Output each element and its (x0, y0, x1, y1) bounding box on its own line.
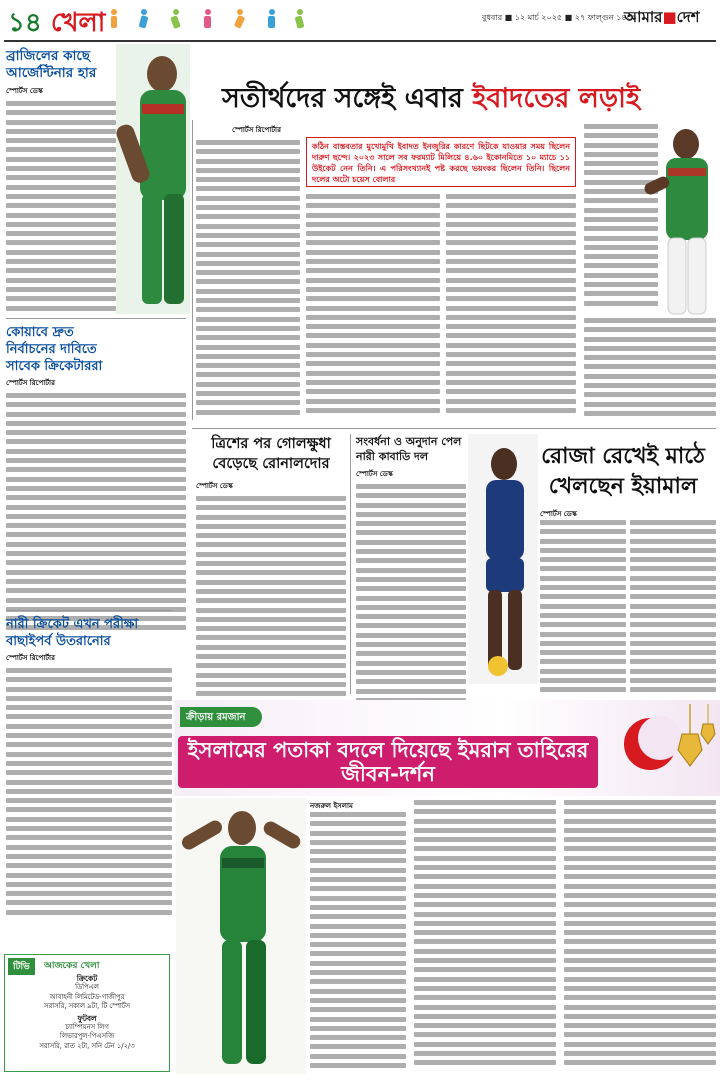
byline: স্পোর্টস ডেস্ক (6, 87, 43, 95)
byline: স্পোর্টস রিপোর্টার (6, 654, 55, 662)
page-number: ১৪ খেলা (8, 8, 106, 38)
lead-byline: স্পোর্টস রিপোর্টার (232, 126, 281, 134)
headline-women-cricket: নারী ক্রিকেট এখন পরীক্ষা বাছাইপর্ব উতরানোর (6, 617, 139, 649)
newspaper-logo: আমার■দেশ (624, 8, 700, 26)
lead-highlight-box: কঠিন বাস্তবতার মুখোমুখি ইবাদত ইনজুরির কারণে ছিটকে যাওয়ার সময় ছিলেন দারুণ ছন্দে। ২০২৩ সালে সব ফরম্যাট মিলিয়ে ৪.৬০ ইকোনমিতে ১০ ম্যাচে ১১ উইকেট নেন তিনি। এ পরিসংখ্যানই পষ্ট করছে ভয়ংকর ছিলেন তিনি। ছিলেন দলের অটো চয়েস বোলার (306, 137, 576, 187)
crescent-lantern-icon (610, 704, 716, 794)
article-body (6, 668, 172, 918)
tv-heading-football: ফুটবল (77, 1013, 97, 1023)
article-body (356, 484, 466, 712)
tv-line: সরাসরি, সকাল ৯টা, টি স্পোর্টস (43, 1002, 131, 1011)
lead-body-col1 (196, 140, 300, 420)
ramadan-body-col1 (310, 812, 406, 1074)
ramadan-tag: ক্রীড়ায় রমজান (180, 707, 262, 727)
lead-body-col3 (446, 194, 576, 422)
headline-coab: কোয়াবে দ্রুত নির্বাচনের দাবিতে সাবেক ক্রিকেটাররা (6, 325, 103, 374)
ramadan-body-col2 (414, 800, 556, 1074)
divider (192, 120, 193, 420)
tv-heading-cricket: ক্রিকেট (76, 974, 98, 983)
tv-line: চ্যাম্পিয়নস লিগ (65, 1023, 109, 1032)
byline: স্পোর্টস ডেস্ক (356, 470, 393, 478)
lead-headline: সতীর্থদের সঙ্গেই এবার ইবাদতের লড়াই (222, 83, 640, 114)
tv-line: আবাহনী লিমিটেড-গাজীপুর (49, 992, 125, 1001)
article-body (6, 393, 186, 633)
yamal-body-col1 (540, 520, 626, 696)
section-name: খেলা (50, 8, 106, 38)
lead-body-col4b (584, 318, 716, 422)
article-body (196, 496, 346, 718)
sports-silhouettes-icon (100, 6, 310, 34)
headline-brazil-argentina: ব্রাজিলের কাছে আর্জেন্টিনার হার (6, 48, 97, 81)
date-line: বুধবার ■ ১২ মার্চ ২০২৫ ■ ২৭ ফাল্গুন ১৪৩১ (482, 13, 638, 22)
tv-tab: টিভি (8, 958, 35, 975)
article-body (6, 101, 116, 315)
photo-imran-tahir (176, 798, 306, 1074)
photo-taskin (640, 120, 720, 320)
left-story-coab (6, 324, 186, 633)
byline: স্পোর্টস ডেস্ক (196, 482, 233, 490)
byline: স্পোর্টস ডেস্ক (540, 510, 577, 518)
yamal-body-col2 (630, 520, 716, 696)
story-kabaddi (356, 434, 466, 712)
headline-ronaldo: ত্রিশের পর গোলক্ষুধা বেড়েছে রোনালদোর (211, 436, 331, 472)
ramadan-headline: ইসলামের পতাকা বদলে দিয়েছে ইমরান তাহিরের জীবন-দর্শন (178, 736, 598, 788)
byline: স্পোর্টস রিপোর্টার (6, 379, 55, 387)
masthead-rule (4, 40, 716, 42)
tv-line: লিভারপুল-পিএসজি (59, 1032, 115, 1041)
left-story-women-cricket (6, 616, 172, 918)
masthead (0, 0, 720, 40)
photo-ebadot (116, 44, 190, 314)
story-ronaldo (196, 434, 346, 718)
headline-kabaddi: সংবর্ধনা ও অনুদান পেল নারী কাবাডি দল (356, 435, 462, 463)
left-story-brazil (6, 48, 116, 315)
lead-body-col2 (306, 194, 440, 422)
tv-line: সরাসরি, রাত ২টা, সনি টেন ১/২/৩ (39, 1041, 135, 1050)
tv-schedule-body (8, 974, 166, 1051)
ramadan-byline: নজরুল ইসলাম (310, 802, 353, 810)
tv-line: ডিপিএল (75, 983, 99, 992)
divider (350, 434, 351, 694)
divider (6, 610, 172, 611)
divider (6, 318, 186, 319)
headline-yamal: রোজা রেখেই মাঠে খেলছেন ইয়ামাল (541, 444, 705, 499)
divider (192, 428, 716, 429)
ramadan-body-col3 (564, 800, 716, 1074)
today-games-tab: আজকের খেলা (44, 961, 100, 971)
